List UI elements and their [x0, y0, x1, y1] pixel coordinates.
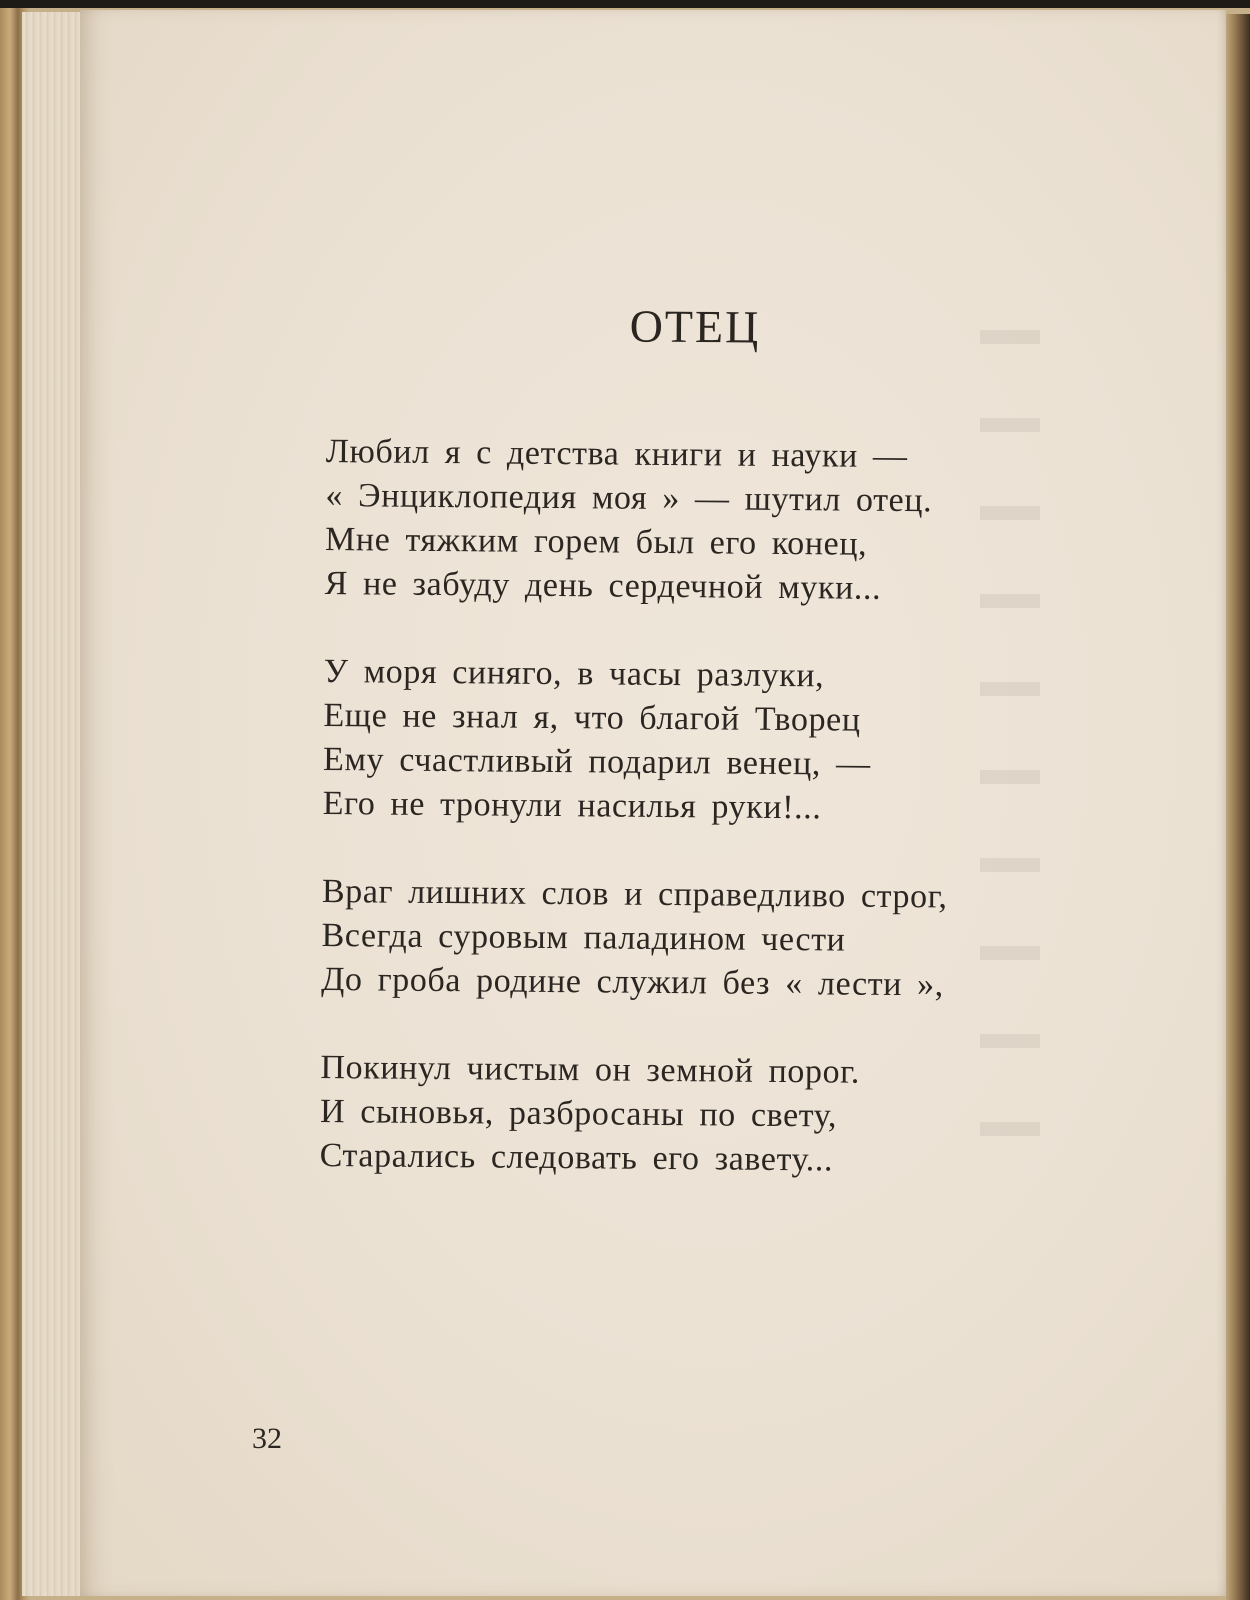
poem-line: Любил я с детства книги и науки — — [325, 432, 908, 476]
poem-body — [319, 430, 951, 1227]
show-through-text — [980, 300, 1040, 1200]
stanza-2 — [323, 650, 950, 831]
poem-line: Его не тронули насилья руки!... — [322, 784, 822, 827]
stanza-3 — [321, 870, 948, 1007]
poem-line: Мне тяжким горем был его конец, — [324, 520, 868, 563]
page-number: 32 — [252, 1422, 282, 1455]
poem-line: Старались следовать его завету... — [319, 1136, 834, 1179]
book-spine-edge — [1226, 14, 1250, 1600]
stanza-4 — [319, 1046, 946, 1183]
stanza-1 — [324, 430, 951, 611]
poem-line: У моря синяго, в часы разлуки, — [323, 652, 825, 695]
poem-title: ОТЕЦ — [629, 300, 761, 353]
poem-line: Всегда суровым паладином чести — [321, 916, 846, 959]
poem-line: И сыновья, разбросаны по свету, — [319, 1092, 838, 1135]
poem-line: Покинул чистым он земной порог. — [320, 1048, 861, 1091]
poem-line: Враг лишних слов и справедливо строг, — [321, 872, 948, 916]
poem-line: Ему счастливый подарил венец, — — [322, 740, 871, 783]
poem-line: « Энциклопедия моя » — шутил отец. — [325, 476, 933, 520]
poem-line: Я не забуду день сердечной муки... — [324, 564, 882, 607]
poem-line: До гроба родине служил без « лести », — [321, 960, 944, 1004]
poem-line: Еще не знал я, что благой Творец — [323, 696, 861, 739]
